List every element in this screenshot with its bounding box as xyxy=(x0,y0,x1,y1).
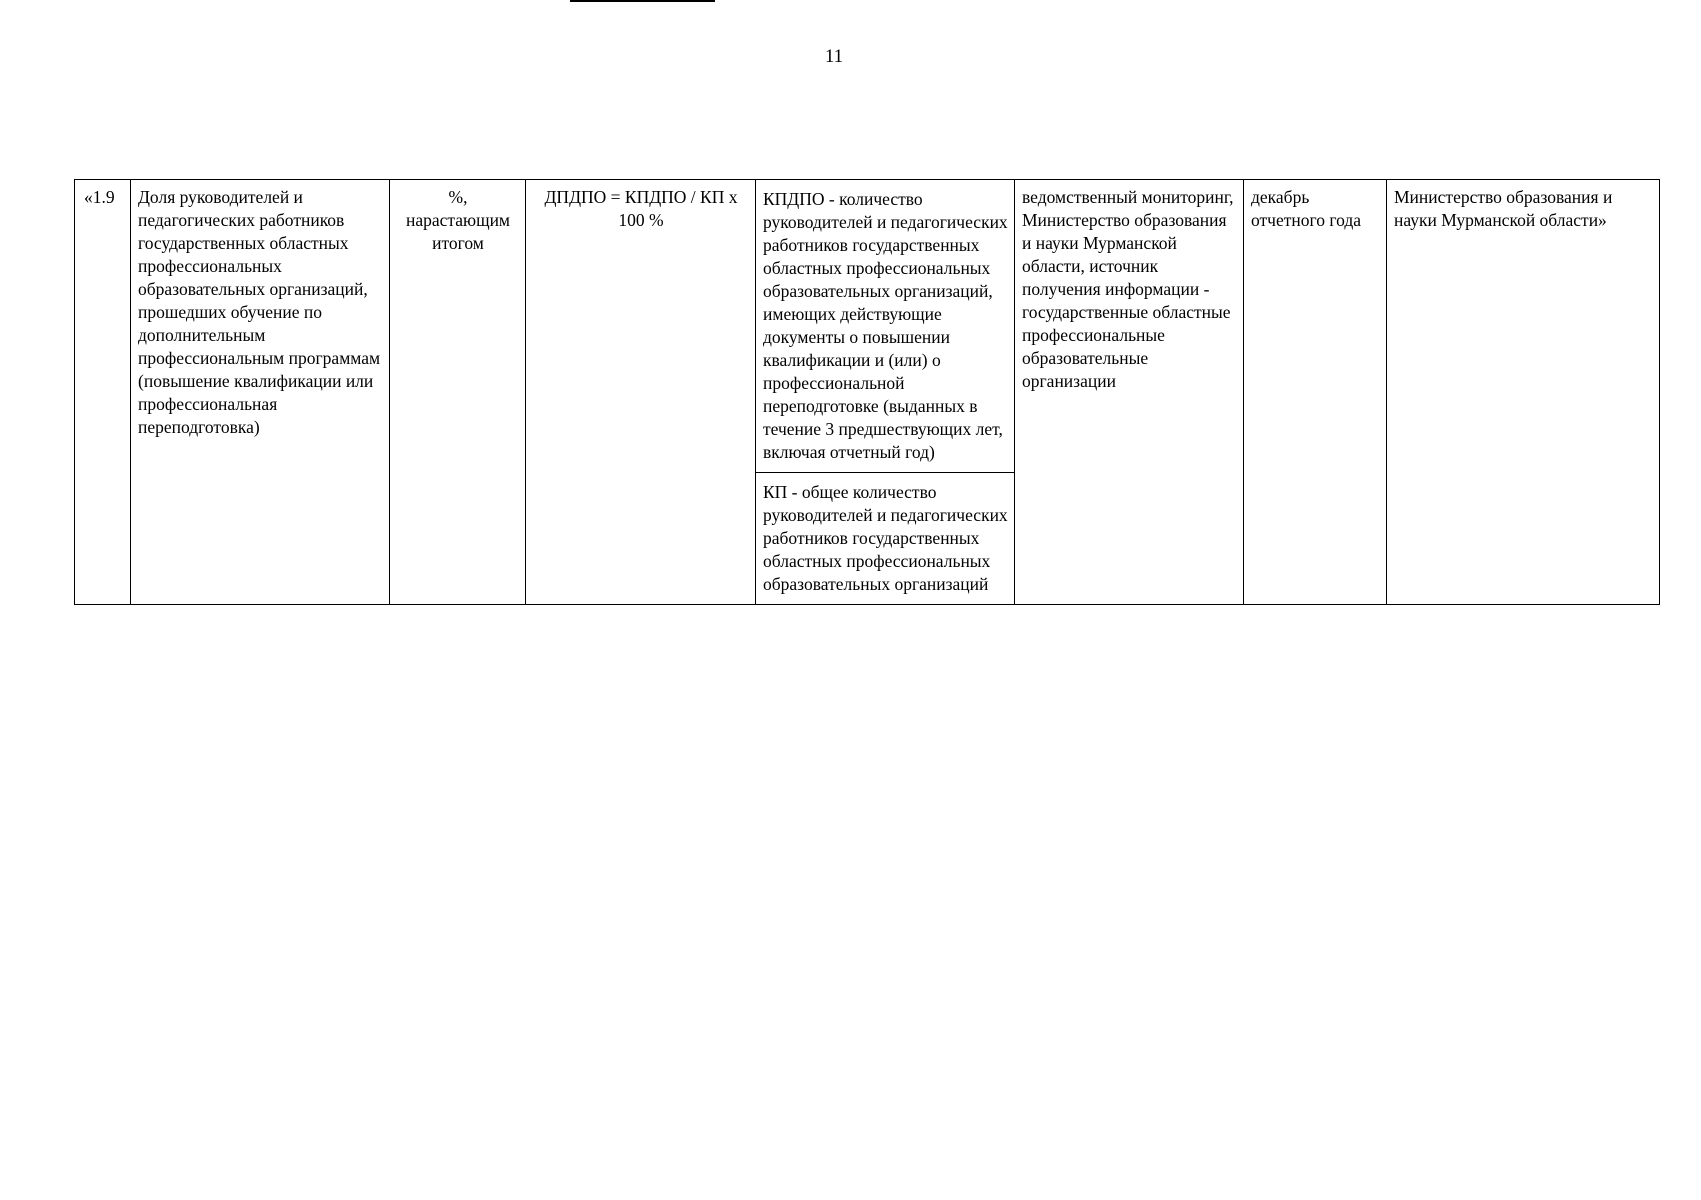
unit-cell: %, нарастающим итогом xyxy=(390,180,526,605)
row-number-cell: «1.9 xyxy=(75,180,131,605)
definition-kp: КП - общее количество руководителей и педагогических работников государственных областных профессиональных образовательных организаций xyxy=(756,472,1014,604)
source-cell: ведомственный мониторинг, Министерство образования и науки Мурманской области, источник получения информации - государственные областные профессиональные образовательные организации xyxy=(1015,180,1244,605)
responsible-cell: Министерство образования и науки Мурманской области» xyxy=(1387,180,1660,605)
period-cell: декабрь отчетного года xyxy=(1244,180,1387,605)
indicator-table xyxy=(74,179,1660,605)
indicator-name-cell: Доля руководителей и педагогических работников государственных областных профессиональных образовательных организаций, прошедших обучение по дополнительным профессиональным программам (повышение квалификации или профессиональная переподготовка) xyxy=(131,180,390,605)
definitions-cell xyxy=(756,180,1015,605)
page-number: 11 xyxy=(824,46,844,67)
table-row xyxy=(75,180,1660,605)
formula-cell: ДПДПО = КПДПО / КП х 100 % xyxy=(526,180,756,605)
definition-kpdpo: КПДПО - количество руководителей и педагогических работников государственных областных профессиональных образовательных организаций, имеющих действующие документы о повышении квалификации и (или) о профессиональной переподготовке (выданных в течение 3 предшествующих лет, включая отчетный год) xyxy=(763,189,1008,462)
scan-artifact-line xyxy=(570,0,715,2)
